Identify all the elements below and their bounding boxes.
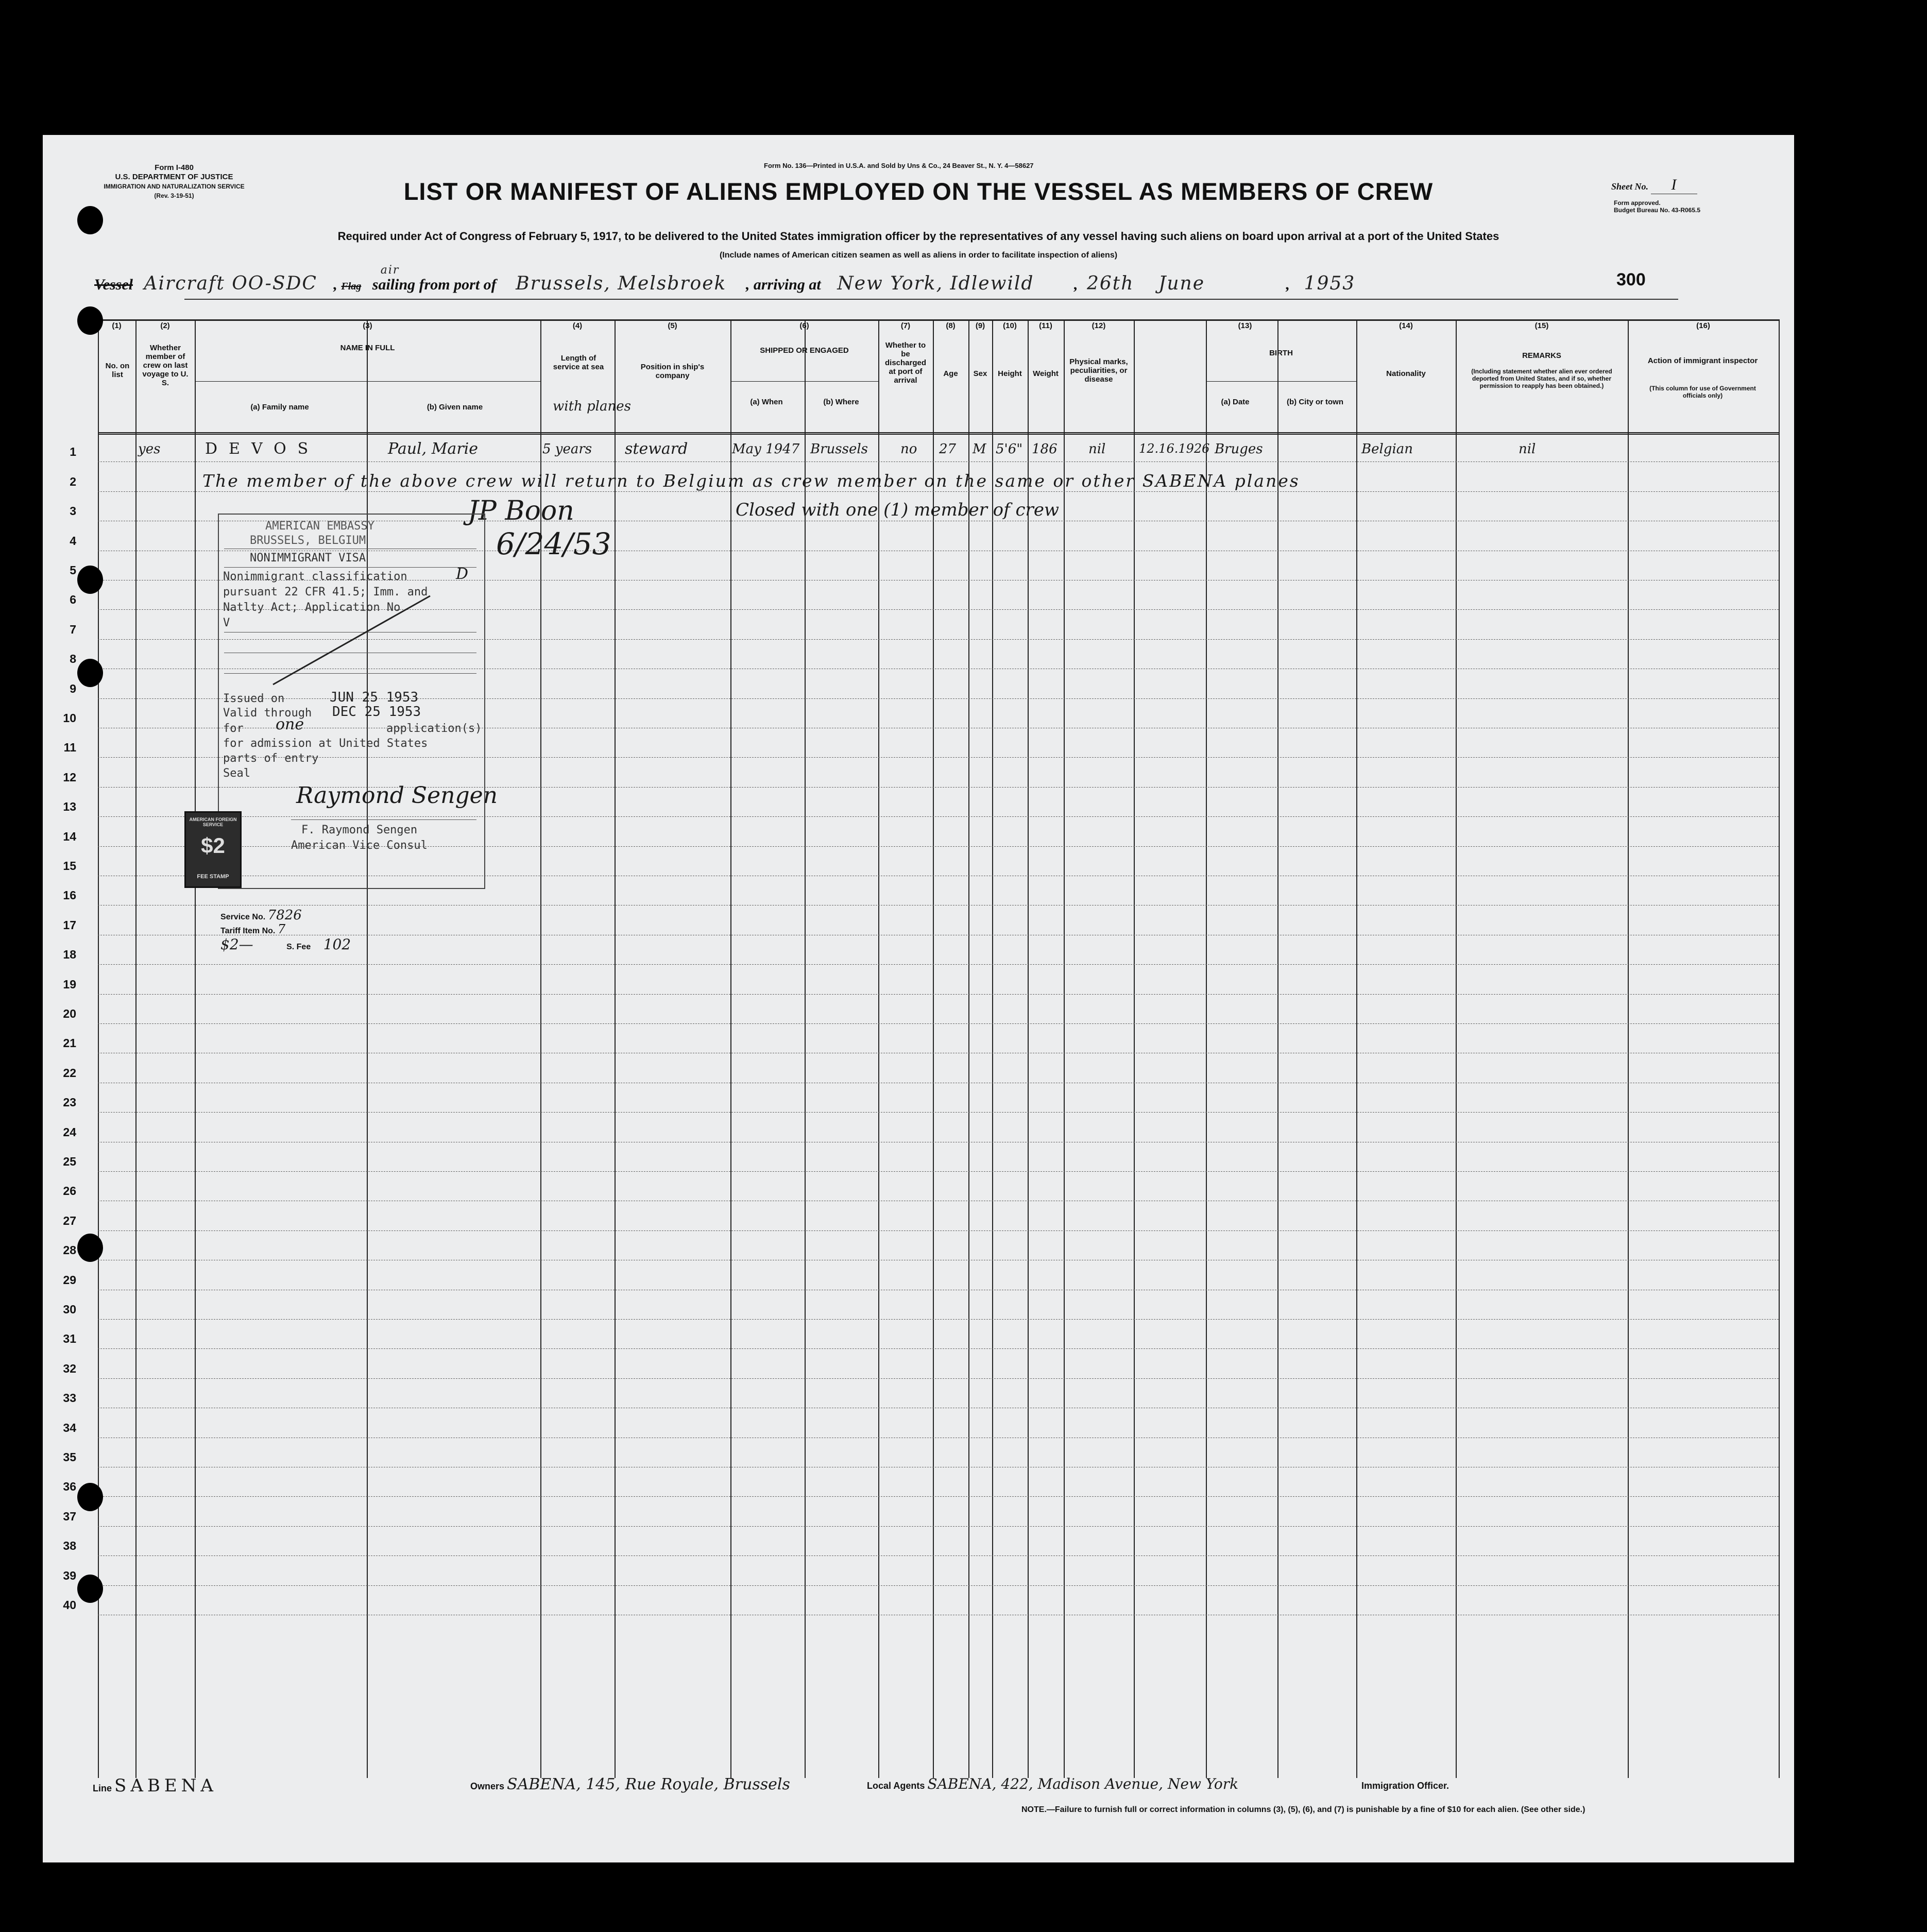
col-8-num: (8)	[946, 321, 956, 330]
fee-stamp-bottom: FEE STAMP	[197, 874, 229, 880]
row-number: 10	[63, 711, 76, 725]
row-number: 19	[63, 977, 76, 991]
sailing-label: sailing from	[372, 276, 450, 293]
revision: (Rev. 3-19-51)	[154, 192, 194, 199]
col-2-num: (2)	[160, 321, 170, 330]
air-insert: air	[380, 264, 400, 277]
stamp-rule	[291, 819, 476, 820]
port-value: Brussels, Melsbroek	[516, 273, 727, 294]
sheet-serial: 300	[1616, 270, 1646, 289]
manifest-paper	[43, 135, 1794, 1862]
col-11-header: Weight	[1033, 369, 1059, 378]
table-row	[98, 1496, 1779, 1497]
row-number: 22	[63, 1066, 76, 1080]
punch-hole	[77, 206, 103, 234]
col-3-header: NAME IN FULL	[340, 344, 395, 352]
row-number: 11	[63, 741, 76, 755]
row-number: 16	[63, 888, 76, 902]
col-16-note: (This column for use of Government officials only)	[1649, 385, 1756, 399]
row-number: 6	[70, 593, 76, 607]
vessel-value: Aircraft OO-SDC	[144, 273, 317, 294]
col-3a-header: (a) Family name	[250, 403, 309, 412]
port-label: port of	[454, 276, 497, 293]
punch-hole	[77, 566, 103, 594]
col-line	[1277, 319, 1278, 1778]
visa-stamp	[218, 514, 498, 889]
signature-date: 6/24/53	[496, 526, 611, 561]
col-line	[1779, 319, 1780, 1778]
fee-stamp-value: $2	[201, 833, 225, 858]
stamp-issued-date: JUN 25 1953	[330, 690, 419, 705]
include-statement: (Include names of American citizen seamen as well as aliens in order to facilitate inspection of aliens)	[719, 251, 1118, 260]
table-row	[98, 1230, 1779, 1231]
tariff-value: 7	[277, 922, 286, 936]
col-15-header: REMARKS	[1522, 351, 1561, 360]
row-number: 20	[63, 1007, 76, 1020]
col-line	[1134, 319, 1135, 1778]
col-16-header: Action of immigrant inspector	[1647, 356, 1758, 365]
col-14-num: (14)	[1399, 321, 1413, 330]
footer-agents	[867, 1775, 1238, 1792]
punch-hole	[77, 1483, 103, 1511]
col-3b-header: (b) Given name	[427, 403, 483, 412]
col-line	[1028, 319, 1029, 1778]
punch-hole	[77, 306, 103, 335]
sheet-number	[1611, 176, 1697, 194]
col-1-header: No. on list	[105, 362, 130, 379]
footer-note: NOTE.—Failure to furnish full or correct information in columns (3), (5), (6), and (7) is punishable by a fine of $10 for each alien. (See other side.)	[1021, 1805, 1585, 1814]
row-number: 28	[63, 1243, 76, 1257]
fee-line	[220, 936, 351, 953]
row-number: 8	[70, 652, 76, 666]
sheet-label: Sheet No.	[1611, 181, 1648, 192]
vessel-line: Vessel Aircraft OO-SDC , Flag air sailing from port of Brussels, Melsbroek , arriving at New York, Idlewild , 26th June , 1953	[94, 264, 1356, 294]
table-row	[98, 1112, 1779, 1113]
entry-age: 27	[939, 441, 957, 457]
col-13-num: (13)	[1238, 321, 1252, 330]
stamp-valid-label: Valid through	[223, 707, 312, 720]
col-line	[933, 319, 934, 1778]
printer-line: Form No. 136—Printed in U.S.A. and Sold by Uns & Co., 24 Beaver St., N. Y. 4—58627	[764, 162, 1034, 169]
row-number: 25	[63, 1155, 76, 1168]
col-15-note: (Including statement whether alien ever ordered deported from United States, and if so, whether permission to reapply has been obtained.)	[1471, 368, 1612, 389]
punch-hole	[77, 1234, 103, 1262]
col-line	[615, 319, 616, 1778]
table-row	[98, 491, 1779, 492]
table-row	[98, 461, 1779, 462]
stamp-classification: Nonimmigrant classification	[223, 570, 407, 583]
col-line	[98, 319, 99, 1778]
tariff-label: Tariff Item No.	[220, 927, 276, 935]
entry-discharged: no	[900, 441, 917, 457]
row-number: 2	[70, 474, 76, 488]
required-statement: Required under Act of Congress of February 5, 1917, to be delivered to the United States immigration officer by the representatives of any vessel having such aliens on board upon arrival at a port of the United States	[337, 230, 1499, 243]
table-row	[98, 1585, 1779, 1586]
stamp-signature: Raymond Sengen	[296, 782, 498, 809]
col-11-num: (11)	[1039, 321, 1052, 330]
col-line	[805, 319, 806, 1778]
approval-note	[1614, 199, 1700, 214]
footer-owners	[470, 1775, 790, 1793]
fp-label: S. Fee	[286, 943, 311, 951]
row-number: 30	[63, 1303, 76, 1316]
row-number: 14	[63, 829, 76, 843]
col-line	[1456, 319, 1457, 1778]
entry-service: 5 years	[542, 441, 592, 457]
fee-notes	[220, 908, 302, 923]
col-3-num: (3)	[363, 321, 372, 330]
entry-family-name: DEVOS	[205, 440, 320, 458]
stamp-pursuant: pursuant 22 CFR 41.5; Imm. and	[223, 586, 428, 599]
arriving-label: arriving at	[753, 276, 821, 293]
stamp-rule	[224, 567, 476, 568]
row-number: 12	[63, 770, 76, 784]
tariff-note	[220, 922, 285, 936]
col-line	[1206, 319, 1207, 1778]
col-15-num: (15)	[1534, 321, 1549, 330]
row-number: 27	[63, 1213, 76, 1227]
row-number: 32	[63, 1361, 76, 1375]
row-number: 15	[63, 859, 76, 873]
row-number: 9	[70, 681, 76, 695]
fee-value: $2—	[220, 936, 253, 953]
entry-remarks: nil	[1519, 441, 1536, 457]
owners-value: SABENA, 145, Rue Royale, Brussels	[507, 1775, 790, 1793]
flag-label: Flag	[341, 281, 362, 292]
col-line	[992, 319, 993, 1778]
page-title: LIST OR MANIFEST OF ALIENS EMPLOYED ON THE VESSEL AS MEMBERS OF CREW	[403, 178, 1434, 205]
row-number: 39	[63, 1568, 76, 1582]
stamp-valid-date: DEC 25 1953	[332, 704, 421, 720]
col-14-header: Nationality	[1386, 369, 1426, 378]
table-row	[98, 994, 1779, 995]
table-row	[98, 1023, 1779, 1024]
col-line	[1064, 319, 1065, 1778]
entry-shipped-where: Brussels	[810, 441, 868, 457]
col-6b-header: (b) Where	[823, 398, 859, 406]
row-number: 33	[63, 1391, 76, 1405]
stamp-consul-name: F. Raymond Sengen	[301, 824, 418, 836]
entry-weight: 186	[1032, 441, 1058, 457]
row-number: 34	[63, 1421, 76, 1434]
line-value: SABENA	[114, 1775, 217, 1796]
table-row	[98, 964, 1779, 965]
form-identification	[89, 163, 259, 200]
fp-value: 102	[323, 936, 351, 953]
entry-given-name: Paul, Marie	[388, 440, 479, 458]
col-4-header: Length of service at sea	[553, 354, 604, 371]
fee-stamp-top: AMERICAN FOREIGN SERVICE	[189, 817, 237, 827]
stamp-class-value: D	[456, 565, 469, 583]
row-number: 29	[63, 1273, 76, 1287]
col-line	[968, 319, 969, 1778]
col-1-num: (1)	[112, 321, 122, 330]
row-number: 5	[70, 563, 76, 577]
row-number: 37	[63, 1509, 76, 1523]
col-line	[135, 319, 137, 1778]
arriving-value: New York, Idlewild	[837, 273, 1034, 294]
agents-value: SABENA, 422, Madison Avenue, New York	[927, 1775, 1239, 1792]
budget-text: Budget Bureau No. 43-R065.5	[1614, 207, 1701, 214]
month-value: June	[1158, 273, 1205, 294]
col-5-num: (5)	[668, 321, 677, 330]
col-line	[195, 319, 196, 1778]
table-row	[98, 1319, 1779, 1320]
header-subrule	[730, 381, 878, 382]
col-12-num: (12)	[1092, 321, 1106, 330]
col-6a-header: (a) When	[750, 398, 783, 406]
row-number: 1	[70, 445, 76, 459]
entry-position: steward	[625, 440, 688, 458]
signature-initials: JP Boon	[468, 495, 574, 526]
note-row-2: The member of the above crew will return to Belgium as crew member on the same or other SABENA planes	[202, 471, 1300, 491]
col-line	[1356, 319, 1357, 1778]
footer-officer: Immigration Officer.	[1361, 1781, 1449, 1791]
col-12-header: Physical marks, peculiarities, or disease	[1069, 357, 1128, 384]
col-6-num: (6)	[799, 321, 809, 330]
entry-height: 5'6"	[996, 441, 1023, 457]
approved-text: Form approved.	[1614, 199, 1661, 207]
col-8-header: Age	[943, 369, 958, 378]
table-row	[98, 1348, 1779, 1349]
day-value: 26th	[1086, 273, 1134, 294]
punch-hole	[77, 659, 103, 687]
footer-line	[93, 1775, 217, 1796]
row-number: 35	[63, 1450, 76, 1464]
col-6-header: SHIPPED OR ENGAGED	[760, 346, 849, 355]
service-value: 7826	[267, 908, 302, 923]
row-number: 3	[70, 504, 76, 518]
department: U.S. DEPARTMENT OF JUSTICE	[115, 173, 233, 181]
col-9-header: Sex	[973, 369, 987, 378]
row-number: 26	[63, 1184, 76, 1198]
col-9-num: (9)	[975, 321, 985, 330]
stamp-consul-title: American Vice Consul	[291, 839, 428, 852]
row-number: 13	[63, 800, 76, 814]
owners-label: Owners	[470, 1781, 505, 1791]
header-subrule	[195, 381, 540, 382]
closing-row-3: Closed with one (1) member of crew	[736, 500, 1060, 520]
col-16-num: (16)	[1696, 321, 1710, 330]
stamp-ports: parts of entry	[223, 752, 319, 765]
col-13b-header: (b) City or town	[1287, 398, 1343, 406]
row-number: 21	[63, 1036, 76, 1050]
row-number: 4	[70, 534, 76, 548]
col-4-note: with planes	[553, 399, 631, 414]
vessel-underline	[184, 299, 1678, 300]
col-2-header: Whether member of crew on last voyage to U. S.	[142, 344, 189, 387]
entry-birth-date: 12.16.1926	[1139, 441, 1210, 456]
line-label: Line	[93, 1783, 112, 1793]
stamp-issued-label: Issued on	[223, 692, 285, 705]
entry-shipped-when: May 1947	[732, 441, 800, 457]
row-number: 38	[63, 1539, 76, 1553]
col-4-num: (4)	[572, 321, 583, 330]
stamp-act: Natlty Act; Application No	[223, 601, 401, 614]
col-line	[878, 319, 879, 1778]
fee-stamp	[184, 811, 242, 888]
stamp-consulate: AMERICAN EMBASSY	[265, 520, 374, 533]
col-13a-header: (a) Date	[1221, 398, 1250, 406]
row-number: 31	[63, 1332, 76, 1346]
col-5-header: Position in ship's company	[640, 363, 705, 380]
col-13-header: BIRTH	[1269, 349, 1293, 357]
stamp-application: application(s)	[386, 722, 482, 735]
entry-sex: M	[973, 441, 986, 457]
row-number: 40	[63, 1598, 76, 1612]
stamp-seal: Seal	[223, 767, 250, 780]
form-number: Form I-480	[155, 163, 194, 172]
col-7-header: Whether to be discharged at port of arrival	[884, 341, 927, 385]
table-row	[98, 1171, 1779, 1172]
header-subrule	[1206, 381, 1356, 382]
table-row	[98, 1555, 1779, 1556]
service-label: Service No.	[220, 913, 266, 921]
entry-birth-city: Bruges	[1215, 441, 1263, 457]
stamp-for-value: one	[276, 715, 304, 733]
sheet-value: I	[1651, 176, 1697, 194]
entry-crew-last-voyage: yes	[138, 441, 161, 457]
row-number: 18	[63, 948, 76, 962]
agents-label: Local Agents	[867, 1781, 925, 1791]
stamp-city: BRUSSELS, BELGIUM	[250, 534, 366, 547]
row-number: 23	[63, 1096, 76, 1109]
row-number: 7	[70, 622, 76, 636]
entry-marks: nil	[1088, 441, 1106, 457]
entry-nationality: Belgian	[1361, 441, 1413, 457]
stamp-strike	[270, 592, 435, 690]
stamp-title: NONIMMIGRANT VISA	[250, 552, 366, 565]
col-line	[1628, 319, 1629, 1778]
table-row	[98, 1526, 1779, 1527]
stamp-for-label: for	[223, 722, 244, 735]
col-10-num: (10)	[1003, 321, 1017, 330]
table-row	[98, 1378, 1779, 1379]
col-7-num: (7)	[900, 321, 911, 330]
punch-hole	[77, 1575, 103, 1603]
service: IMMIGRATION AND NATURALIZATION SERVICE	[104, 183, 245, 190]
stamp-admission: for admission at United States	[223, 737, 428, 750]
col-line	[730, 319, 731, 1778]
stamp-v: V	[223, 617, 230, 629]
vessel-label: Vessel	[94, 276, 133, 293]
row-number: 17	[63, 918, 76, 932]
row-number: 36	[63, 1480, 76, 1494]
col-10-header: Height	[998, 369, 1022, 378]
year-value: 1953	[1304, 273, 1356, 294]
row-number: 24	[63, 1125, 76, 1139]
